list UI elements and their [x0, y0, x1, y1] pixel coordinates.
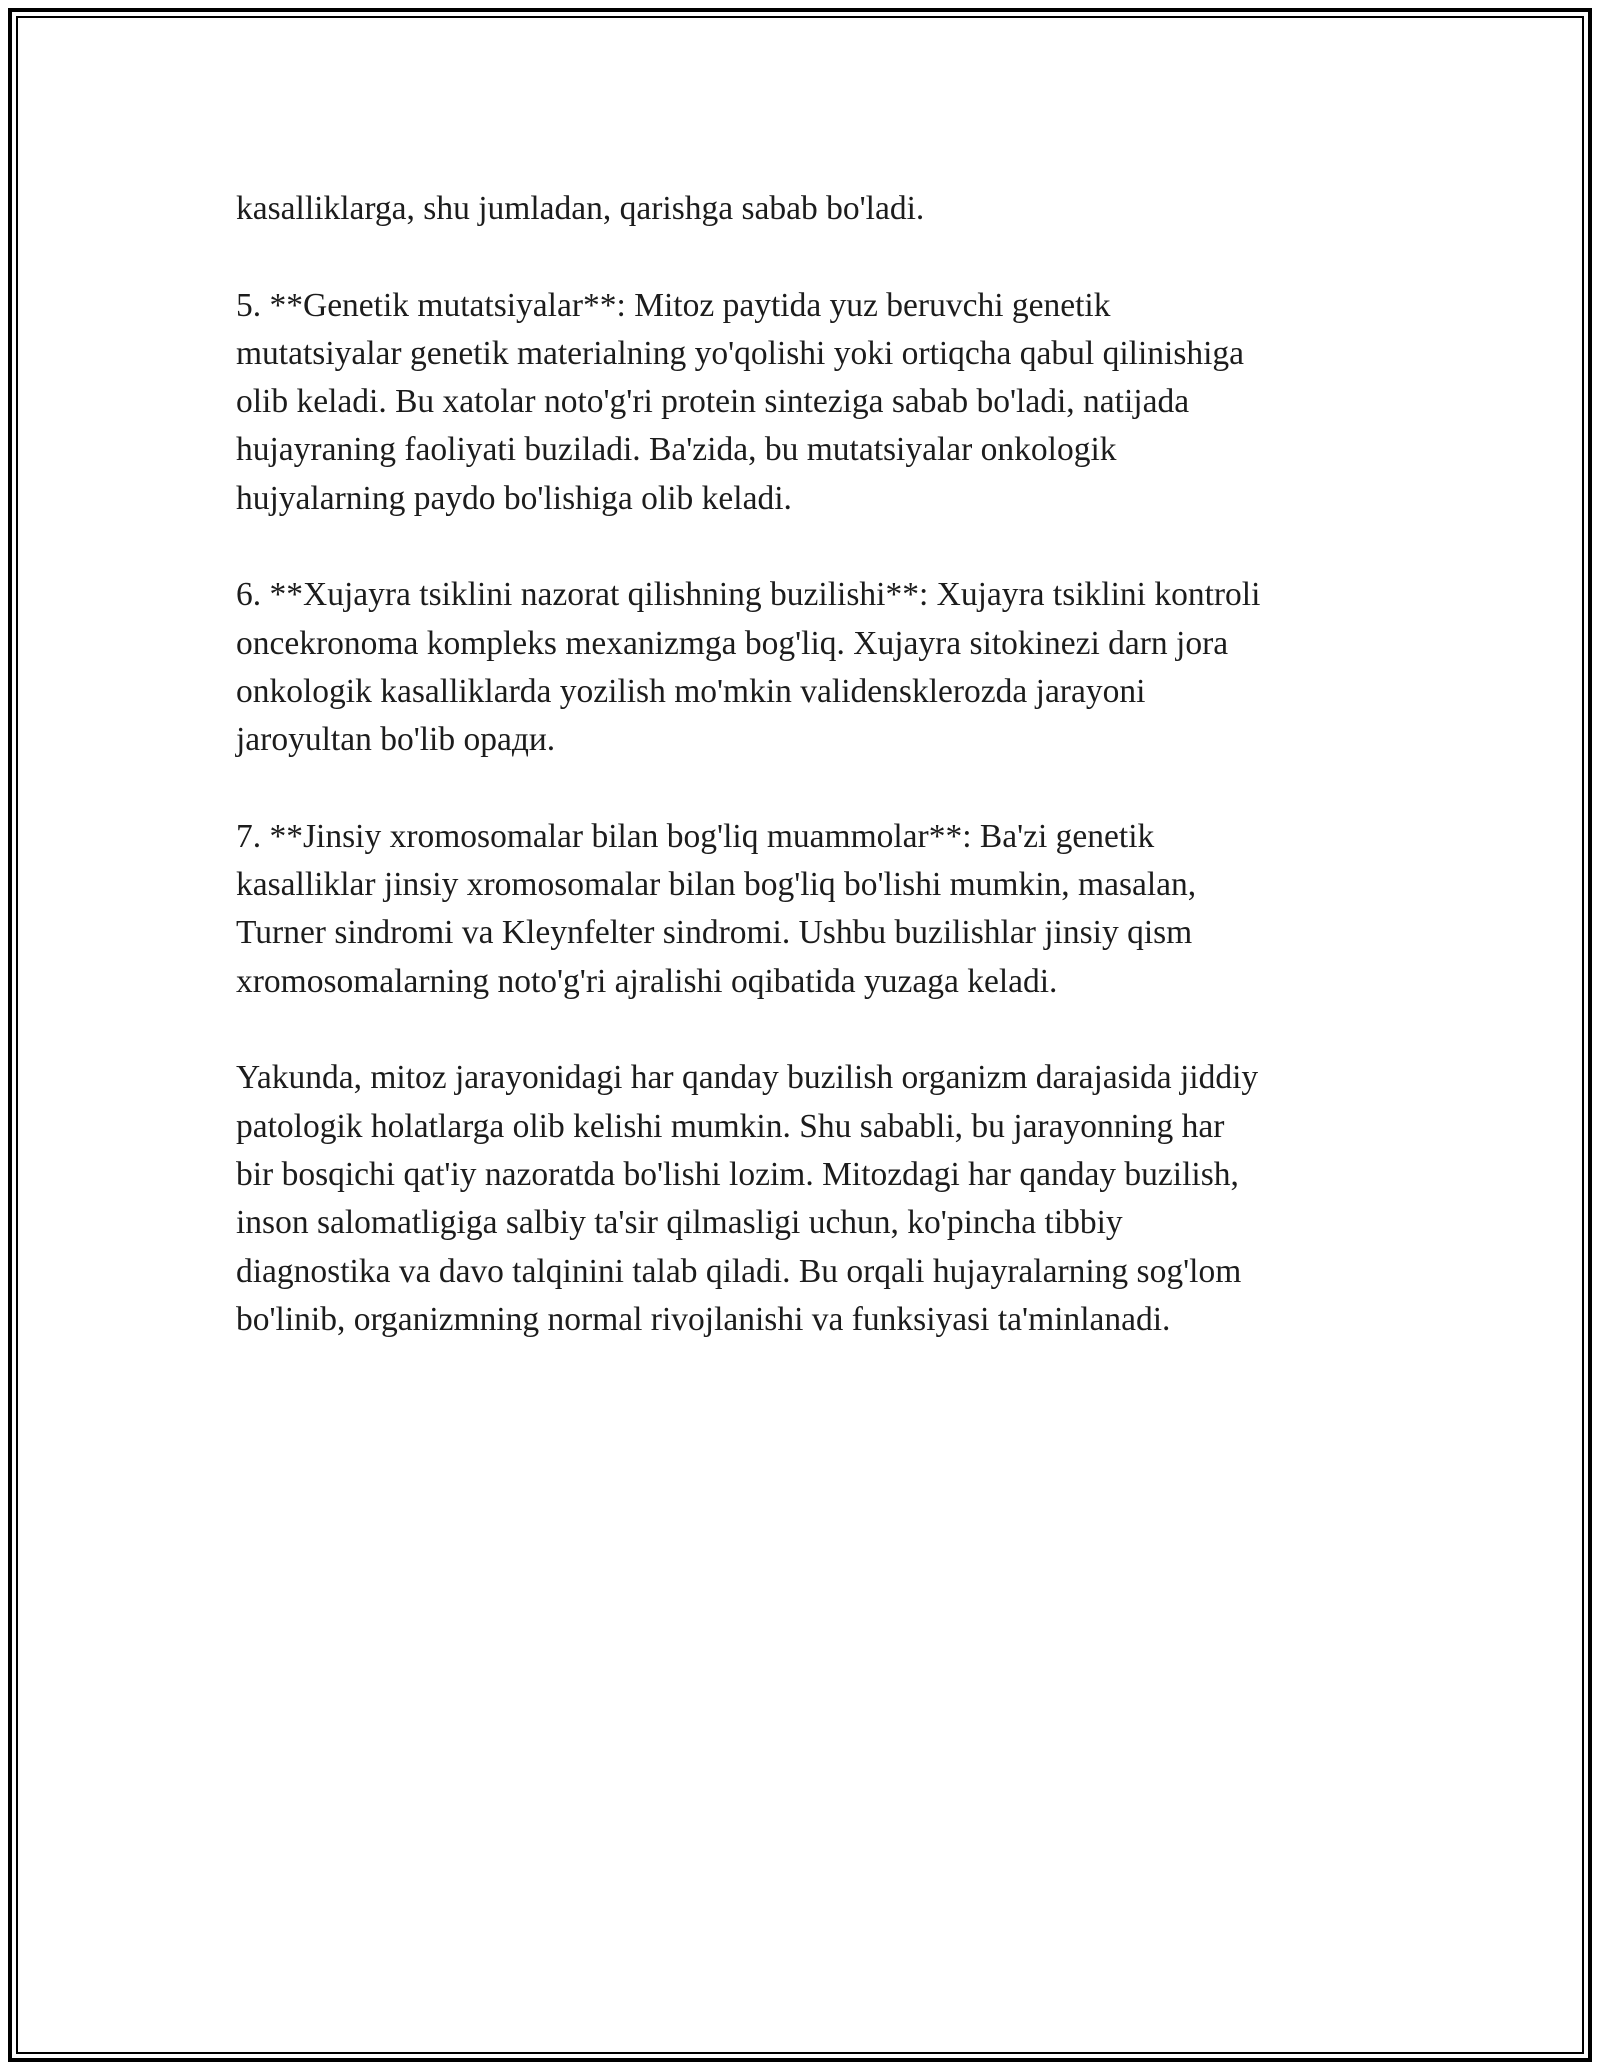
text-line: bir bosqichi qat'iy nazoratda bo'lishi lozim. Mitozdagi har qanday buzilish,: [236, 1155, 1239, 1193]
text-line: Yakunda, mitoz jarayonidagi har qanday buzilish organizm darajasida jiddiy: [236, 1059, 1259, 1097]
text-line: diagnostika va davo talqinini talab qiladi. Bu orqali hujayralarning sog'lom: [236, 1252, 1242, 1290]
text-line: 6. **Xujayra tsiklini nazorat qilishning buzilishi**: Xujayra tsiklini kontroli: [236, 576, 1261, 614]
text-line: mutatsiyalar genetik materialning yo'qolishi yoki ortiqcha qabul qilinishiga: [236, 334, 1245, 372]
text-line: inson salomatligiga salbiy ta'sir qilmasligi uchun, ko'pincha tibbiy: [236, 1204, 1123, 1242]
text-line: xromosomalarning noto'g'ri ajralishi oqibatida yuzaga keladi.: [236, 962, 1058, 1000]
paragraph-item-6: [236, 571, 1376, 764]
text-line: jaroyultan bo'lib оради.: [236, 721, 556, 759]
text-line: kasalliklar jinsiy xromosomalar bilan bog'liq bo'lishi mumkin, masalan,: [236, 866, 1197, 904]
text-line: Turner sindromi va Kleynfelter sindromi. Ushbu buzilishlar jinsiy qism: [236, 914, 1193, 952]
text-line: oncekronoma kompleks mexanizmga bog'liq. Xujayra sitokinezi darn jora: [236, 624, 1229, 662]
text-line: 7. **Jinsiy xromosomalar bilan bog'liq muammolar**: Ba'zi genetik: [236, 817, 1155, 855]
paragraph-conclusion: [236, 1054, 1376, 1344]
paragraph-item-5: [236, 282, 1376, 523]
paragraph-continuation: [236, 185, 1376, 233]
text-line: kasalliklarga, shu jumladan, qarishga sabab bo'ladi.: [236, 190, 925, 227]
text-line: patologik holatlarga olib kelishi mumkin. Shu sababli, bu jarayonning har: [236, 1107, 1225, 1145]
text-line: hujyalarning paydo bo'lishiga olib keladi.: [236, 479, 792, 517]
text-line: 5. **Genetik mutatsiyalar**: Mitoz paytida yuz beruvchi genetik: [236, 286, 1111, 324]
text-line: onkologik kasalliklarda yozilish mo'mkin validensklerozda jarayoni: [236, 672, 1146, 710]
document-body: [236, 185, 1376, 1344]
paragraph-item-7: [236, 813, 1376, 1006]
text-line: olib keladi. Bu xatolar noto'g'ri protein sinteziga sabab bo'ladi, natijada: [236, 383, 1190, 421]
text-line: hujayraning faoliyati buziladi. Ba'zida, bu mutatsiyalar onkologik: [236, 431, 1117, 469]
text-line: bo'linib, organizmning normal rivojlanishi va funksiyasi ta'minlanadi.: [236, 1300, 1171, 1338]
